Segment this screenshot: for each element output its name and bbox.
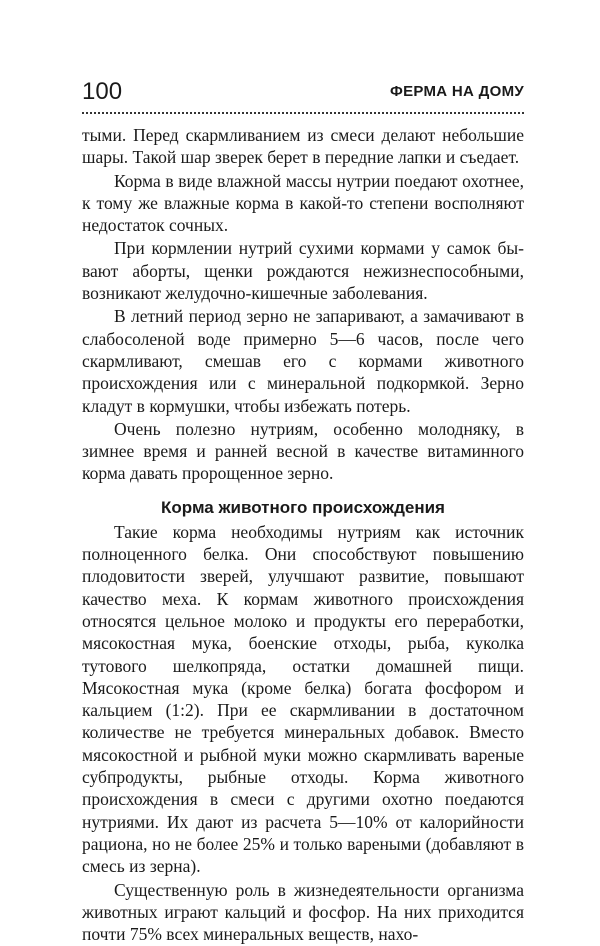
paragraph: Такие корма необходимы нутриям как источник полноценного белка. Они способствуют повышению плодовитости зверей, улучшают развитие, повышают качество меха. К кормам животного происхождения относятся цельное молоко и продукты его переработки, мясокостная мука, боенские отходы, рыба, куколка тутового шелкопряда, остатки домашней пищи. Мясокостная мука (кроме белка) богата фосфором и кальцием (1:2). При ее скармливании в достаточном количестве не требуется минеральных добавок. Вместо мясокостной и рыбной муки можно скармливать вареные субпродукты, рыбные отходы. Корма животного происхождения в смеси с другими охотно поедаются нутриями. Их дают из расчета 5—10% от калорийности рациона, но не более 25% и только вареными (добавляют в смесь из зерна). — [82, 521, 524, 877]
paragraph: Очень полезно нутриям, особенно молодняку, в зимнее время и ранней весной в качестве витаминного корма давать пророщенное зерно. — [82, 418, 524, 484]
paragraph: Корма в виде влажной массы нутрии поедают охотнее, к тому же влажные корма в какой-то степени восполняют недостаток сочных. — [82, 170, 524, 236]
book-page — [82, 78, 524, 946]
running-header — [82, 78, 524, 114]
paragraph: Существенную роль в жизнедеятельности организма животных играют кальций и фосфор. На них приходится почти 75% всех минеральных веществ, нахо- — [82, 879, 524, 945]
body-text — [82, 124, 524, 945]
paragraph: При кормлении нутрий сухими кормами у самок бывают аборты, щенки рождаются нежизнеспособными, возникают желудочно-кишечные заболевания. — [82, 238, 524, 304]
running-header-title: ФЕРМА НА ДОМУ — [389, 83, 524, 100]
paragraph: тыми. Перед скармливанием из смеси делают небольшие шары. Такой шар зверек берет в передние лапки и съедает. — [82, 125, 524, 168]
section-heading: Корма животного происхождения — [161, 497, 445, 517]
page-number: 100 — [82, 78, 123, 105]
paragraph: В летний период зерно не запаривают, а замачивают в слабосоленой воде примерно 5—6 часов, после чего скармливают, смешав его с кормами животного происхождения или с минеральной подкормкой. Зерно кладут в кормушки, чтобы избежать потерь. — [82, 306, 524, 416]
